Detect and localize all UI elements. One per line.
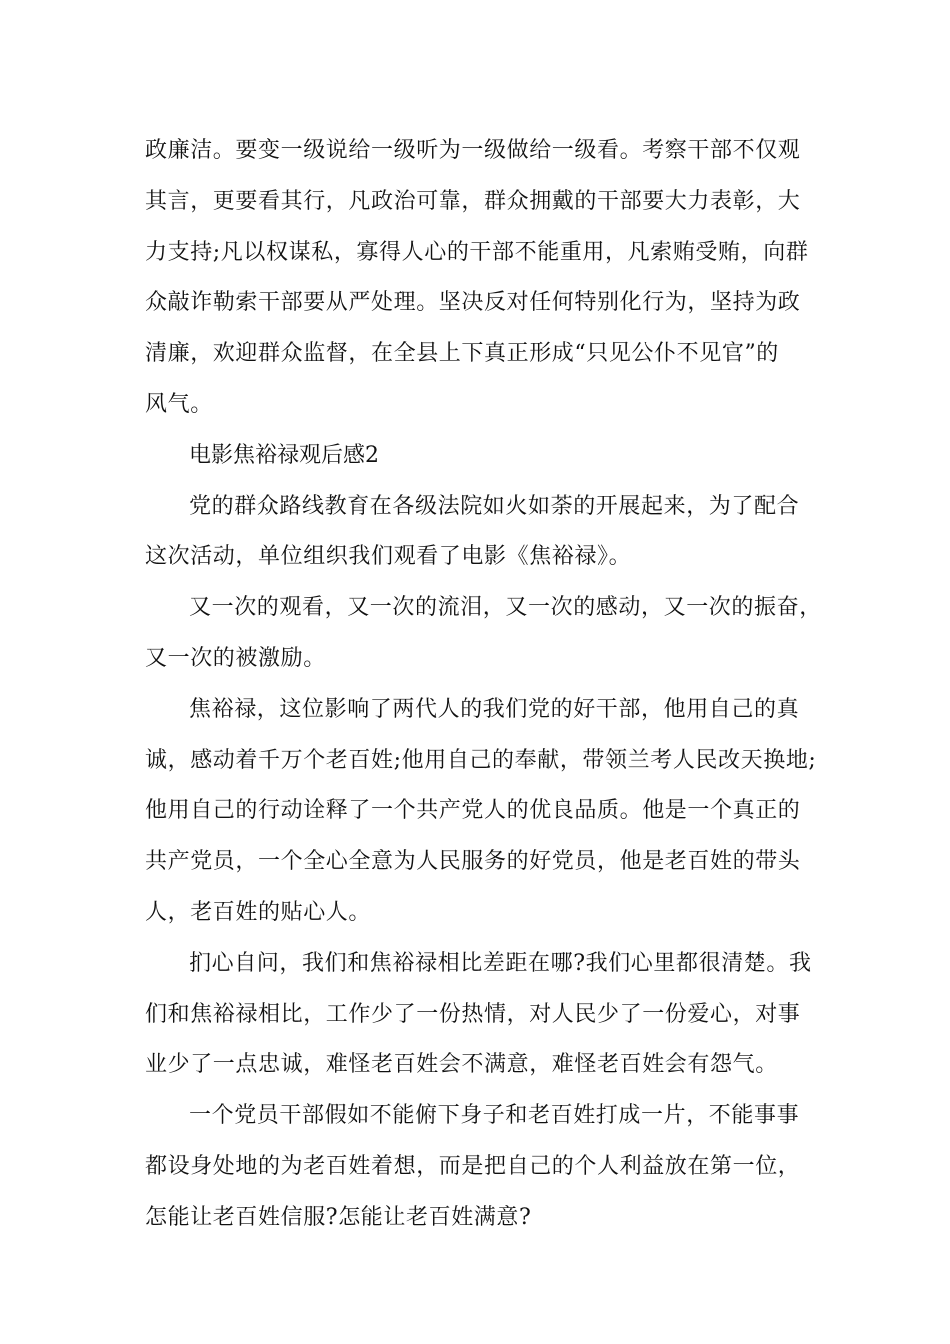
text-line: 又一次的观看，又一次的流泪，又一次的感动，又一次的振奋， <box>189 595 822 621</box>
paragraph-continuation <box>145 126 810 431</box>
text-line: 党的群众路线教育在各级法院如火如荼的开展起来，为了配合 <box>189 493 800 519</box>
text-line: 焦裕禄，这位影响了两代人的我们党的好干部，他用自己的真 <box>189 696 800 722</box>
text-line: 业少了一点忠诚，难怪老百姓会不满意，难怪老百姓会有怨气。 <box>145 1052 778 1078</box>
text-line: 怎能让老百姓信服?怎能让老百姓满意? <box>145 1204 532 1230</box>
text-line: 诚，感动着千万个老百姓;他用自己的奉献，带领兰考人民改天换地; <box>145 747 817 773</box>
heading-text: 电影焦裕禄观后感2 <box>189 442 379 468</box>
text-line: 又一次的被激励。 <box>145 645 326 671</box>
text-line: 都设身处地的为老百姓着想，而是把自己的个人利益放在第一位， <box>145 1153 801 1179</box>
text-line: 他用自己的行动诠释了一个共产党人的优良品质。他是一个真正的 <box>145 798 801 824</box>
text-line: 一个党员干部假如不能俯下身子和老百姓打成一片，不能事事 <box>189 1103 800 1129</box>
text-line: 其言，更要看其行，凡政治可靠，群众拥戴的干部要大力表彰，大 <box>145 188 801 214</box>
paragraph <box>145 583 822 685</box>
text-line: 风气。 <box>145 391 213 417</box>
paragraph <box>145 482 810 584</box>
text-line: 这次活动，单位组织我们观看了电影《焦裕禄》。 <box>145 544 632 570</box>
document-body <box>145 126 822 1244</box>
text-line: 清廉，欢迎群众监督，在全县上下真正形成“只见公仆不见官”的 <box>145 341 779 367</box>
text-line: 们和焦裕禄相比，工作少了一份热情，对人民少了一份爱心，对事 <box>145 1001 801 1027</box>
text-line: 人，老百姓的贴心人。 <box>145 899 372 925</box>
paragraph <box>145 685 817 939</box>
text-line: 众敲诈勒索干部要从严处理。坚决反对任何特别化行为，坚持为政 <box>145 290 801 316</box>
section-heading <box>145 431 810 482</box>
paragraph <box>145 939 810 1091</box>
text-line: 力支持;凡以权谋私，寡得人心的干部不能重用，凡索贿受贿，向群 <box>145 239 809 265</box>
paragraph <box>145 1091 810 1243</box>
text-line: 共产党员，一个全心全意为人民服务的好党员，他是老百姓的带头 <box>145 849 801 875</box>
text-line: 政廉洁。要变一级说给一级听为一级做给一级看。考察干部不仅观 <box>145 138 801 163</box>
text-line: 扪心自问，我们和焦裕禄相比差距在哪?我们心里都很清楚。我 <box>189 950 812 976</box>
